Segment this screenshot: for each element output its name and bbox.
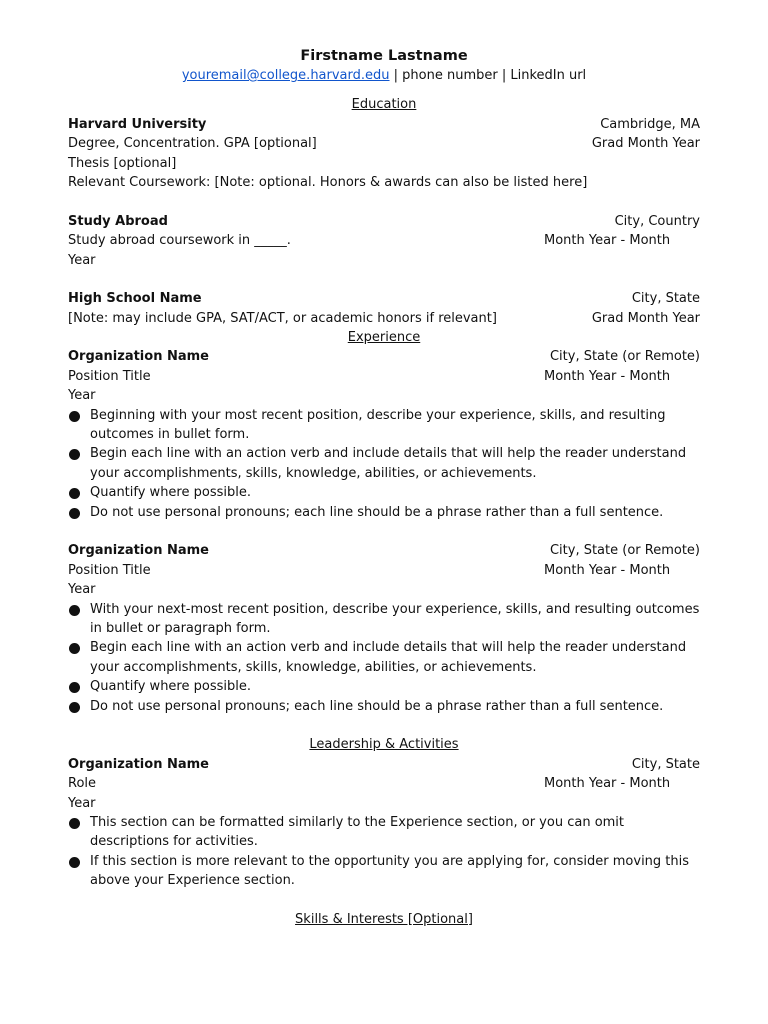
bullet-item bbox=[68, 600, 700, 639]
grad-date: Grad Month Year bbox=[591, 136, 700, 152]
org-location: City, State (or Remote) bbox=[549, 543, 700, 559]
position-row bbox=[68, 561, 700, 580]
bullet-text: Begin each line with an action verb and include details that will help the reader understand your accomplishments, skills, knowledge, abilities, or achievements. bbox=[90, 446, 687, 481]
bullet-text: Begin each line with an action verb and include details that will help the reader understand your accomplishments, skills, knowledge, abilities, or achievements. bbox=[90, 640, 687, 675]
thesis-text: Thesis [optional] bbox=[68, 155, 177, 171]
abroad-location: City, Country bbox=[614, 213, 700, 229]
harvard-row bbox=[68, 115, 700, 134]
bullet-item bbox=[68, 638, 700, 677]
leadership-heading: Leadership & Activities bbox=[309, 737, 459, 753]
contact-line bbox=[68, 66, 700, 85]
bullet-item bbox=[68, 677, 700, 696]
abroad-name: Study Abroad bbox=[68, 213, 168, 229]
bullet-item bbox=[68, 483, 700, 502]
highschool-date: Grad Month Year bbox=[591, 310, 700, 326]
leadership-bullet-list bbox=[68, 813, 700, 891]
bullet-dot-icon bbox=[69, 643, 80, 654]
position-date: Month Year - Month bbox=[544, 562, 671, 578]
bullet-text: Do not use personal pronouns; each line should be a phrase rather than a full sentence. bbox=[90, 698, 664, 714]
coursework-text: Relevant Coursework: [Note: optional. Honors & awards can also be listed here] bbox=[68, 174, 588, 190]
bullet-item bbox=[68, 697, 700, 716]
bullet-item bbox=[68, 813, 700, 852]
position-row bbox=[68, 367, 700, 386]
position-title: Position Title bbox=[68, 562, 151, 578]
position-date-cont: Year bbox=[68, 388, 96, 404]
bullet-dot-icon bbox=[69, 411, 80, 422]
bullet-list bbox=[68, 406, 700, 522]
degree-row bbox=[68, 134, 700, 153]
abroad-detail: Study abroad coursework in _____. bbox=[68, 233, 291, 249]
bullet-dot-icon bbox=[69, 488, 80, 499]
education-heading: Education bbox=[351, 97, 417, 113]
bullet-list bbox=[68, 600, 700, 716]
bullet-text: Do not use personal pronouns; each line should be a phrase rather than a full sentence. bbox=[90, 504, 664, 520]
bullet-item bbox=[68, 444, 700, 483]
school-location: Cambridge, MA bbox=[600, 116, 700, 132]
bullet-dot-icon bbox=[69, 605, 80, 616]
bullet-dot-icon bbox=[69, 857, 80, 868]
bullet-text: Quantify where possible. bbox=[90, 679, 251, 695]
bullet-text: Quantify where possible. bbox=[90, 485, 251, 501]
bullet-item bbox=[68, 406, 700, 445]
bullet-dot-icon bbox=[69, 702, 80, 713]
highschool-detail-row bbox=[68, 309, 700, 328]
school-name: Harvard University bbox=[68, 116, 207, 132]
leadership-date-cont: Year bbox=[68, 795, 96, 811]
abroad-row bbox=[68, 212, 700, 231]
bullet-dot-icon bbox=[69, 508, 80, 519]
highschool-row bbox=[68, 289, 700, 308]
bullet-text: If this section is more relevant to the opportunity you are applying for, consider moving this above your Experience section. bbox=[90, 853, 690, 889]
bullet-text: With your next-most recent position, describe your experience, skills, and resulting outcomes in bullet or paragraph form. bbox=[90, 601, 700, 637]
bullet-item bbox=[68, 852, 700, 891]
leadership-org: Organization Name bbox=[68, 756, 209, 772]
contact-rest: | phone number | LinkedIn url bbox=[389, 68, 587, 83]
degree-text: Degree, Concentration. GPA [optional] bbox=[68, 136, 317, 152]
bullet-text: Beginning with your most recent position, describe your experience, skills, and resulting outcomes in bullet form. bbox=[90, 407, 666, 443]
position-date-cont: Year bbox=[68, 582, 96, 598]
experience-entry-2 bbox=[68, 541, 700, 716]
org-row bbox=[68, 347, 700, 366]
org-name: Organization Name bbox=[68, 543, 209, 559]
leadership-date: Month Year - Month bbox=[544, 776, 671, 792]
abroad-date: Month Year - Month bbox=[544, 233, 671, 249]
resume-name: Firstname Lastname bbox=[300, 48, 468, 64]
bullet-text: This section can be formatted similarly to the Experience section, or you can omit descriptions for activities. bbox=[90, 815, 625, 850]
bullet-dot-icon bbox=[69, 818, 80, 829]
highschool-name: High School Name bbox=[68, 291, 202, 307]
abroad-detail-row bbox=[68, 231, 700, 250]
email-link[interactable]: youremail@college.harvard.edu bbox=[181, 68, 390, 83]
highschool-detail: [Note: may include GPA, SAT/ACT, or academic honors if relevant] bbox=[68, 310, 497, 326]
bullet-item bbox=[68, 503, 700, 522]
org-row bbox=[68, 541, 700, 560]
leadership-org-row bbox=[68, 755, 700, 774]
leadership-location: City, State bbox=[631, 756, 700, 772]
experience-entry-1 bbox=[68, 347, 700, 522]
org-name: Organization Name bbox=[68, 349, 209, 365]
leadership-role: Role bbox=[68, 776, 97, 792]
highschool-location: City, State bbox=[631, 291, 700, 307]
org-location: City, State (or Remote) bbox=[549, 349, 700, 365]
position-date: Month Year - Month bbox=[544, 368, 671, 384]
bullet-dot-icon bbox=[69, 449, 80, 460]
leadership-role-row bbox=[68, 774, 700, 793]
skills-heading: Skills & Interests [Optional] bbox=[295, 912, 473, 928]
position-title: Position Title bbox=[68, 368, 151, 384]
abroad-date-cont: Year bbox=[68, 252, 96, 268]
experience-heading: Experience bbox=[347, 330, 421, 346]
bullet-dot-icon bbox=[69, 682, 80, 693]
